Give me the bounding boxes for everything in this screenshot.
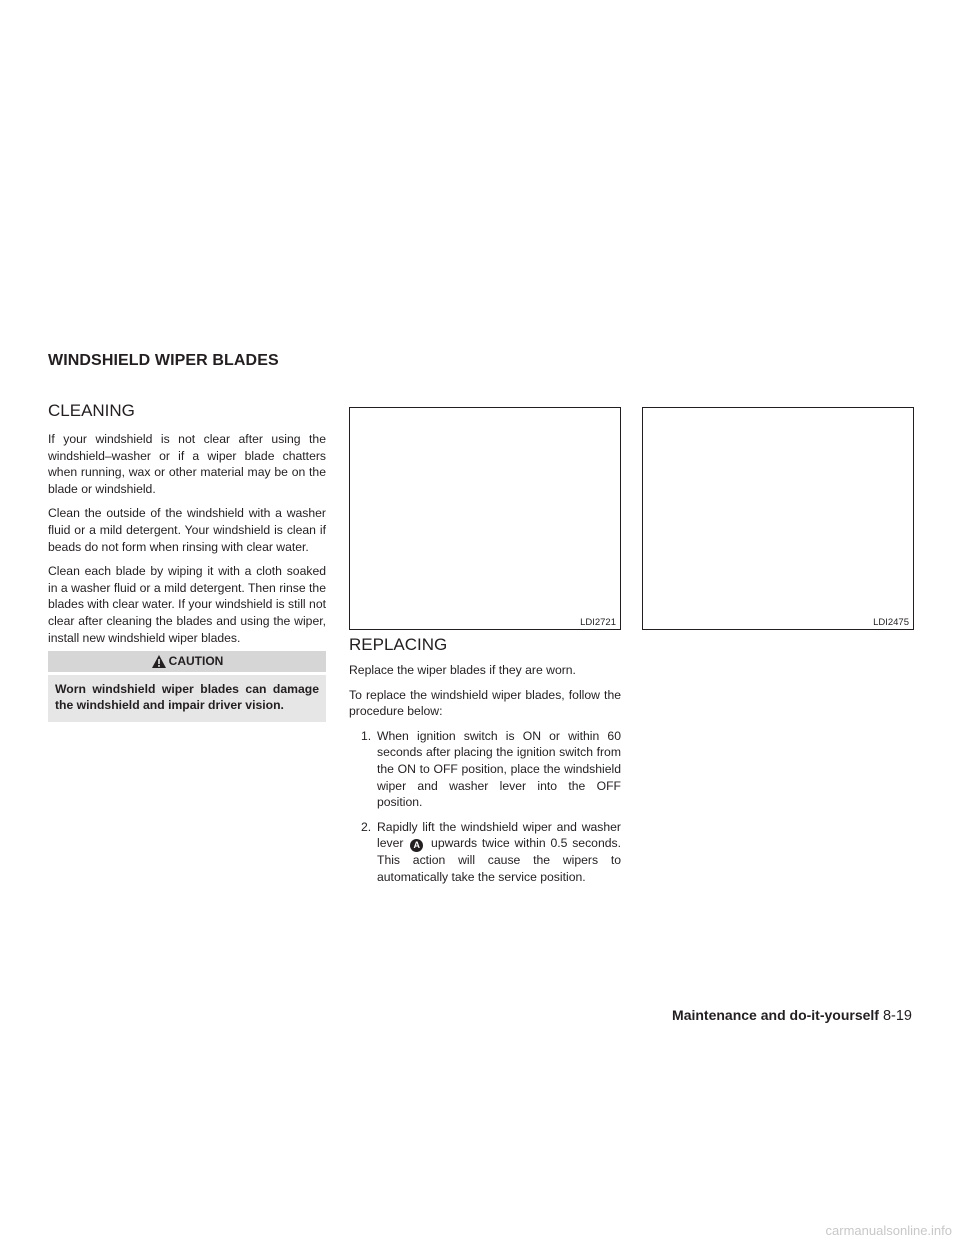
figure-code-left: LDI2721 [580,617,616,628]
caution-label: CAUTION [168,654,224,668]
watermark: carmanualsonline.info [825,1223,952,1238]
replacing-body [349,662,621,894]
figure-code-right: LDI2475 [873,617,909,628]
page-footer [672,1007,912,1024]
cleaning-heading: CLEANING [48,401,135,420]
chapter-title: Maintenance and do-it-yourself [672,1007,879,1023]
figure-wiper-right [642,407,914,630]
cleaning-body [48,431,326,654]
step-1-text: When ignition switch is ON or within 60 seconds after placing the ignition switch from the ON to OFF position, place the windshield wiper and washer lever into the OFF position. [377,728,621,810]
cleaning-paragraph-2: Clean the outside of the windshield with a washer fluid or a mild detergent. Your windshield is clean if beads do not form when rinsing with clear water. [48,506,326,554]
figure-wiper-left [349,407,621,630]
replacing-intro-2: To replace the windshield wiper blades, follow the procedure below: [349,687,621,719]
cleaning-paragraph-1: If your windshield is not clear after using the windshield–washer or if a wiper blade chatters when running, wax or other material may be on the blade or windshield. [48,432,326,496]
step-1 [349,728,621,811]
replacing-heading: REPLACING [349,635,448,654]
step-2-text-end: upwards twice within 0.5 seconds. This action will cause the wipers to automatically take the service position. [377,836,621,884]
replacing-intro-1: Replace the wiper blades if they are worn. [349,663,576,677]
replacing-steps [349,728,621,886]
cleaning-paragraph-3: Clean each blade by wiping it with a cloth soaked in a washer fluid or a mild detergent. Then rinse the blades with clear water. If your windshield is still not clear after cleaning the blades and using the wiper, install new windshield wiper blades. [48,564,326,645]
caution-header [48,651,326,672]
caution-text: Worn windshield wiper blades can damage the windshield and impair driver vision. [48,675,326,722]
callout-a-icon: A [410,839,423,852]
step-2 [349,819,621,886]
page-number: 8-19 [882,1008,912,1024]
step-2-number: 2. [361,819,372,834]
warning-icon [151,654,167,669]
step-2-text-start: Rapidly lift the windshield wiper and washer lever [377,819,621,851]
section-title: WINDSHIELD WIPER BLADES [48,352,279,369]
step-1-number: 1. [361,728,372,743]
